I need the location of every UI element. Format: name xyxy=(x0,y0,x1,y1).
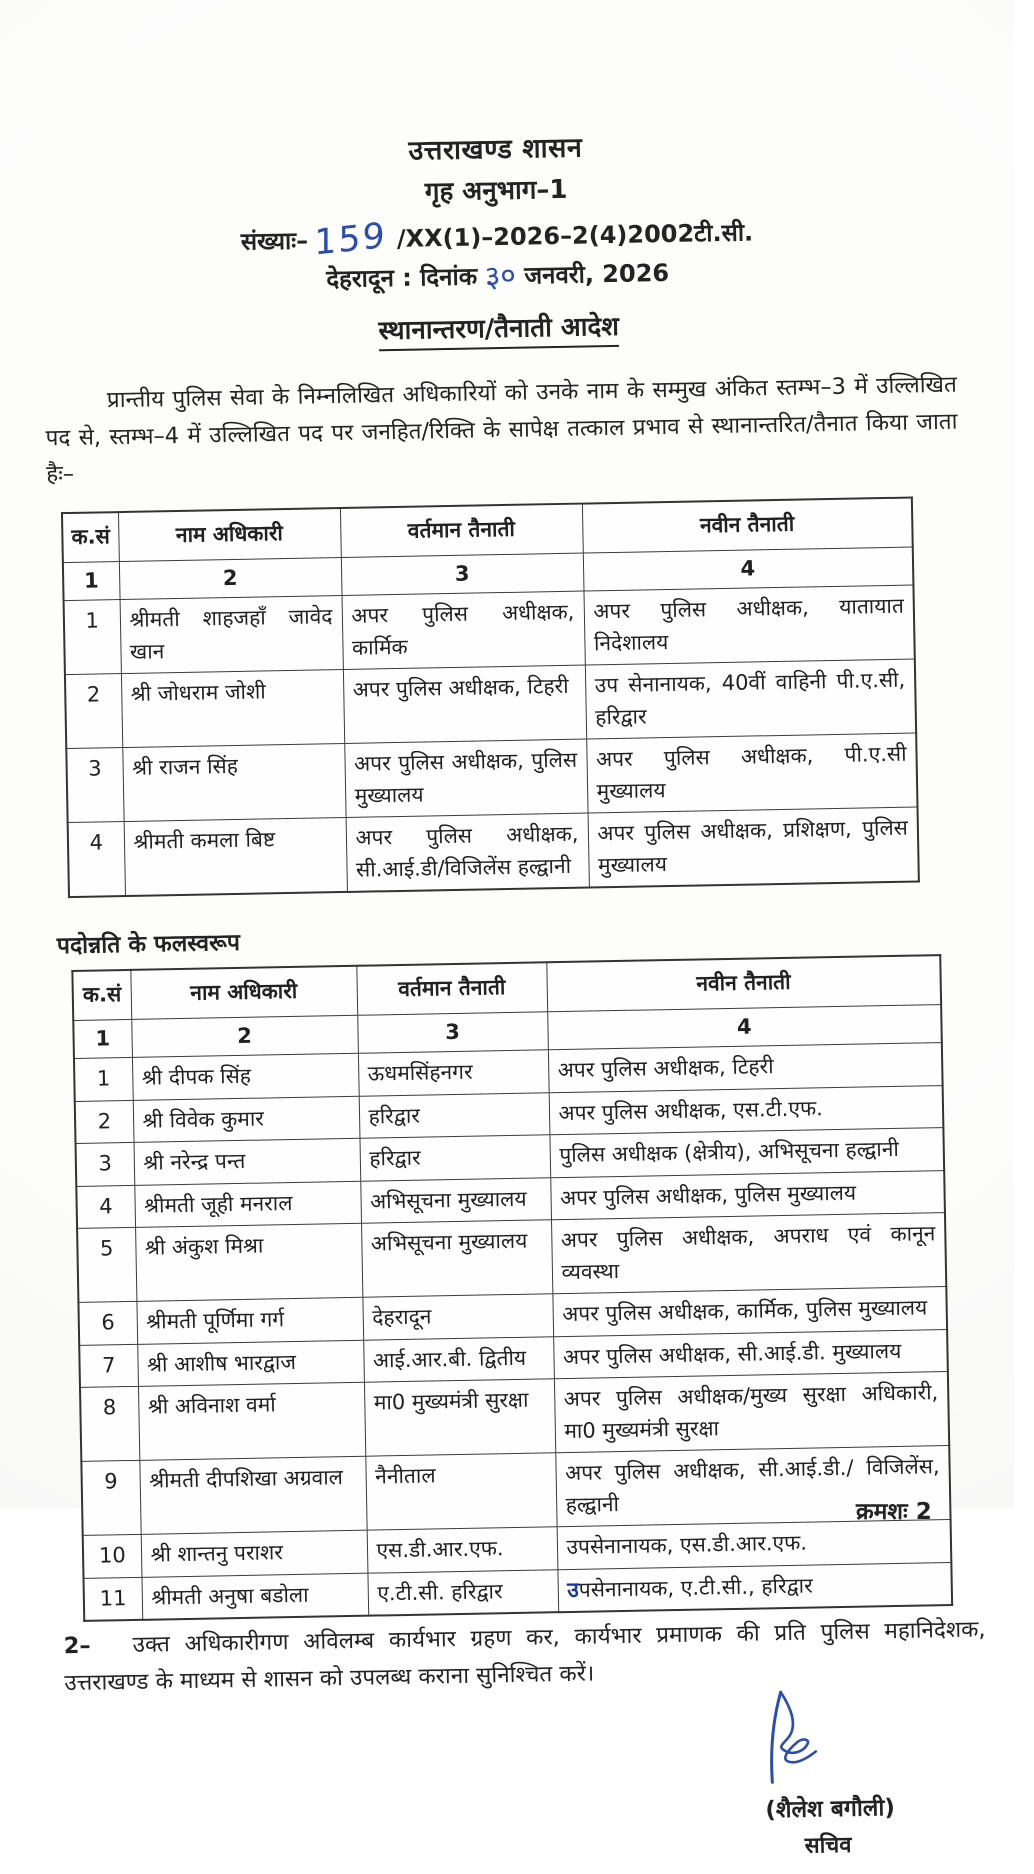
cell-sn: 8 xyxy=(80,1387,139,1462)
cell-new-posting: अपर पुलिस अधीक्षक, सी.आई.डी. मुख्यालय xyxy=(553,1329,948,1379)
cell-name: श्री राजन सिंह xyxy=(122,744,345,822)
cell-sn: 2 xyxy=(75,1100,134,1144)
handwritten-order-number: 159 xyxy=(314,215,387,264)
government-name: उत्तराखण्ड शासन xyxy=(408,132,583,167)
col-number: 3 xyxy=(357,1012,548,1054)
cell-current-posting: आई.आर.बी. द्वितीय xyxy=(363,1337,554,1383)
col-number: 2 xyxy=(131,1015,358,1058)
pen-overwritten-letter: उ xyxy=(567,1577,580,1602)
closing-paragraph-number: 2– xyxy=(63,1633,91,1660)
cell-current-posting: एस.डी.आर.एफ. xyxy=(367,1527,558,1573)
col-header-current: वर्तमान तैनाती xyxy=(356,963,547,1015)
cell-name: श्री आशीष भारद्वाज xyxy=(137,1340,364,1387)
cell-name: श्रीमती शाहजहाँ जावेद खान xyxy=(120,596,343,674)
cell-current-posting: अभिसूचना मुख्यालय xyxy=(360,1178,551,1224)
cell-sn: 11 xyxy=(83,1577,142,1621)
col-number: 2 xyxy=(119,557,342,600)
cell-sn: 1 xyxy=(74,1058,133,1102)
cell-current-posting: ऊधमसिंहनगर xyxy=(358,1050,549,1096)
cell-new-posting: अपर पुलिस अधीक्षक/मुख्य सुरक्षा अधिकारी, मा0 मुख्यमंत्री सुरक्षा xyxy=(554,1372,949,1453)
cell-name: श्री शान्तनु पराशर xyxy=(141,1531,368,1578)
cell-new-posting: उप सेनानायक, 40वीं वाहिनी पी.ए.सी, हरिद्वार xyxy=(585,659,916,739)
cell-current-posting: देहरादून xyxy=(362,1294,553,1340)
transfer-table xyxy=(61,497,920,899)
signature-block xyxy=(17,1687,974,1874)
cell-current-posting: अपर पुलिस अधीक्षक, टिहरी xyxy=(343,665,586,743)
cell-name: श्रीमती दीपशिखा अग्रवाल xyxy=(139,1457,366,1535)
page-bottom-cutoff-text: क्रमशः 2 xyxy=(856,1499,932,1525)
col-number: 3 xyxy=(341,553,584,596)
cell-sn: 7 xyxy=(79,1344,138,1388)
cell-current-posting: हरिद्वार xyxy=(359,1135,550,1181)
cell-name: श्रीमती पूर्णिमा गर्ग xyxy=(136,1298,363,1345)
col-number: 4 xyxy=(583,547,914,592)
cell-new-posting: अपर पुलिस अधीक्षक, पुलिस मुख्यालय xyxy=(550,1170,945,1220)
cell-new-posting: उपसेनानायक, ए.टी.सी., हरिद्वार xyxy=(557,1562,952,1612)
cell-new-posting: अपर पुलिस अधीक्षक, कार्मिक, पुलिस मुख्यालय xyxy=(552,1287,947,1337)
signatory-name: (शैलेश बगौली) xyxy=(765,1795,896,1824)
cell-current-posting: अपर पुलिस अधीक्षक, कार्मिक xyxy=(342,591,585,669)
col-number: 4 xyxy=(547,1005,942,1051)
cell-name: श्री अविनाश वर्मा xyxy=(138,1383,365,1461)
cell-new-posting: अपर पुलिस अधीक्षक, एस.टी.एफ. xyxy=(549,1085,944,1135)
document-title: स्थानान्तरण/तैनाती आदेश xyxy=(0,302,1006,358)
letterhead xyxy=(0,0,1006,358)
intro-paragraph: प्रान्तीय पुलिस सेवा के निम्नलिखित अधिकारियों को उनके नाम के सम्मुख अंकित स्तम्भ–3 में उल्लिखित पद से, स्तम्भ–4 में उल्लिखित पद पर जनहित/रिक्ति के सापेक्ष तत्काल प्रभाव से स्थानान्तरित/तैनात किया जाता हैः– xyxy=(45,371,958,488)
cell-current-posting: अभिसूचना मुख्यालय xyxy=(361,1220,552,1297)
cell-name: श्री जोधराम जोशी xyxy=(121,670,344,748)
cell-name: श्रीमती कमला बिष्ट xyxy=(124,818,347,897)
promotion-table xyxy=(71,954,953,1622)
cell-sn: 2 xyxy=(65,674,122,749)
cell-new-posting: अपर पुलिस अधीक्षक, पी.ए.सी मुख्यालय xyxy=(586,733,917,813)
order-number-prefix: संख्याः– xyxy=(240,226,309,256)
department-name: गृह अनुभाग–1 xyxy=(424,174,568,208)
cell-sn: 4 xyxy=(68,822,125,898)
col-header-sn: क.सं xyxy=(72,970,131,1020)
col-header-new: नवीन तैनाती xyxy=(582,498,913,553)
cell-name: श्रीमती जूही मनराल xyxy=(134,1181,361,1228)
cell-current-posting: नैनीताल xyxy=(365,1453,556,1530)
cell-new-posting: अपर पुलिस अधीक्षक, प्रशिक्षण, पुलिस मुख्यालय xyxy=(588,807,919,888)
cell-sn: 6 xyxy=(78,1302,137,1346)
promotion-section-heading: पदोन्नति के फलस्वरूप xyxy=(56,930,241,960)
place-date-prefix: देहरादून : दिनांक xyxy=(326,262,478,293)
col-header-current: वर्तमान तैनाती xyxy=(340,504,583,557)
cell-sn: 10 xyxy=(83,1535,142,1579)
cell-new-posting: अपर पुलिस अधीक्षक, सी.आई.डी./ विजिलेंस, हल्द्वानी xyxy=(555,1446,950,1527)
cell-name: श्री अंकुश मिश्रा xyxy=(135,1224,362,1302)
signatory-designation: सचिव xyxy=(804,1833,852,1860)
date-suffix: जनवरी, 2026 xyxy=(524,258,670,290)
cell-new-posting: अपर पुलिस अधीक्षक, टिहरी xyxy=(548,1043,943,1093)
order-number-suffix: /XX(1)–2026–2(4)2002टी.सी. xyxy=(396,218,754,253)
cell-name: श्री विवेक कुमार xyxy=(133,1096,360,1143)
cell-current-posting: ए.टी.सी. हरिद्वार xyxy=(367,1570,558,1616)
cell-current-posting: अपर पुलिस अधीक्षक, सी.आई.डी/विजिलेंस हल्द्वानी xyxy=(346,813,589,892)
col-header-name: नाम अधिकारी xyxy=(130,966,357,1019)
col-header-name: नाम अधिकारी xyxy=(118,508,341,561)
cell-sn: 1 xyxy=(64,600,121,675)
cell-name: श्री दीपक सिंह xyxy=(132,1054,359,1101)
cell-new-posting: पुलिस अधीक्षक (क्षेत्रीय), अभिसूचना हल्द्वानी xyxy=(549,1128,944,1178)
cell-name: श्रीमती अनुषा बडोला xyxy=(141,1573,368,1620)
cell-current-posting: मा0 मुख्यमंत्री सुरक्षा xyxy=(364,1379,555,1456)
signature-stroke-icon xyxy=(731,1689,843,1787)
col-number: 1 xyxy=(63,561,120,601)
handwritten-date: ३० xyxy=(483,257,518,295)
cell-current-posting: अपर पुलिस अधीक्षक, पुलिस मुख्यालय xyxy=(344,739,587,817)
handwritten-signature xyxy=(731,1689,843,1787)
closing-paragraph: 2– उक्त अधिकारीगण अविलम्ब कार्यभार ग्रहण कर, कार्यभार प्रमाणक की प्रति पुलिस महानिदेशक, उत्तराखण्ड के माध्यम से शासन को उपलब्ध कराना सुनिश्चित करें। xyxy=(63,1616,986,1697)
col-header-new: नवीन तैनाती xyxy=(546,956,941,1012)
cell-name: श्री नरेन्द्र पन्त xyxy=(134,1139,361,1186)
cell-new-posting: अपर पुलिस अधीक्षक, अपराध एवं कानून व्यवस्था xyxy=(551,1213,946,1294)
cell-current-posting: हरिद्वार xyxy=(359,1093,550,1139)
cell-sn: 3 xyxy=(76,1143,135,1187)
cell-sn: 9 xyxy=(81,1461,140,1536)
cell-sn: 5 xyxy=(77,1228,136,1303)
col-number: 1 xyxy=(73,1019,132,1059)
cell-sn: 4 xyxy=(76,1185,135,1229)
cell-new-posting: अपर पुलिस अधीक्षक, यातायात निदेशालय xyxy=(583,585,914,665)
cell-new-posting: उपसेनानायक, एस.डी.आर.एफ. xyxy=(557,1520,952,1570)
col-header-sn: क.सं xyxy=(62,513,119,563)
cell-sn: 3 xyxy=(66,748,123,823)
table-row xyxy=(68,807,919,897)
